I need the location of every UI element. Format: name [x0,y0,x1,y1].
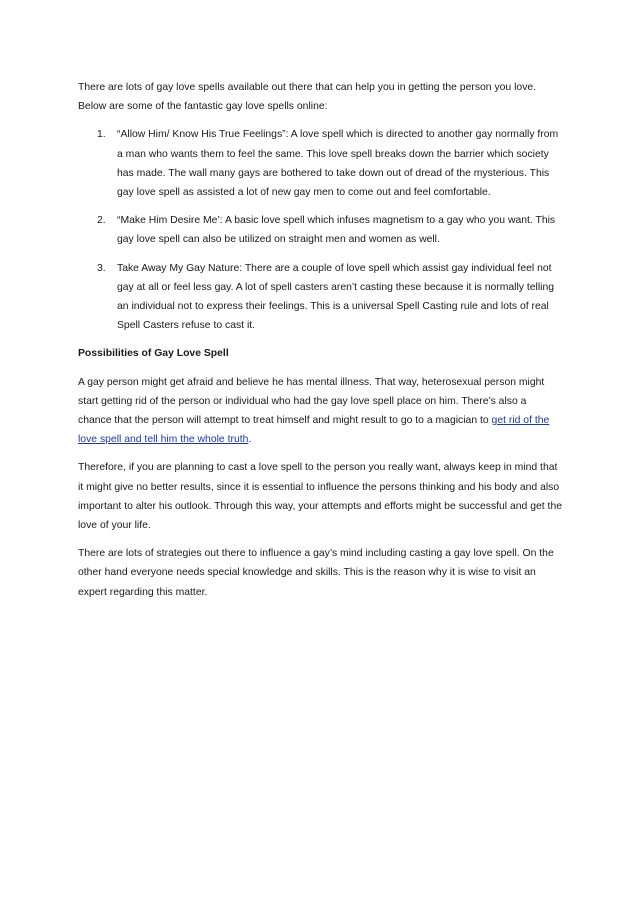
list-item-text: Take Away My Gay Nature: There are a couple of love spell which assist gay individual feel not gay at all or feel less gay. A lot of spell casters aren’t casting these because it is normally telling an individual not to express their feelings. This is a universal Spell Casting rule and lots of real Spell Casters refuse to cast it. [117,262,555,332]
section-heading: Possibilities of Gay Love Spell [78,348,229,360]
list-item-number: 2. [97,215,106,227]
list-item-text: “Allow Him/ Know His True Feelings”: A love spell which is directed to another gay normally from a man who wants them to feel the same. This love spell breaks down the barrier which society has made. The wall many gays are bothered to take down out of dread of the mysterious. This gay love spell as assisted a lot of new gay men to come out and feel comfortable. [117,129,559,199]
list-item-number: 1. [97,129,106,141]
list-item [78,125,562,202]
paragraph-text: A gay person might get afraid and believe he has mental illness. That way, heterosexual person might start getting rid of the person or individual who had the gay love spell place on him. There’s also a chance that the person will attempt to treat himself and might result to go to a magician to [78,376,545,427]
list-item-text: “Make Him Desire Me’: A basic love spell which infuses magnetism to a gay who you want. This gay love spell can also be utilized on straight men and women as well. [117,215,556,246]
list-item-number: 3. [97,262,106,274]
paragraph-end: . [248,434,252,446]
spell-removal-link[interactable]: get rid of the love spell and tell him the whole truth [78,415,550,446]
list-item [78,259,562,336]
paragraph-possibilities [78,373,562,450]
intro-paragraph: There are lots of gay love spells available out there that can help you in getting the person you love. Below are some of the fantastic gay love spells online: [78,82,537,113]
list-item [78,211,562,249]
paragraph-strategies: There are lots of strategies out there to influence a gay’s mind including casting a gay love spell. On the other hand everyone needs special knowledge and skills. This is the reason why it is wise to visit an expert regarding this matter. [78,548,554,598]
document-body [78,78,562,611]
paragraph-therefore: Therefore, if you are planning to cast a love spell to the person you really want, always keep in mind that it might give no better results, since it is essential to influence the persons thinking and his body and also important to alter his outlook. Through this way, your attempts and efforts might be successful and get the love of your life. [78,462,563,532]
spell-list [78,125,562,335]
